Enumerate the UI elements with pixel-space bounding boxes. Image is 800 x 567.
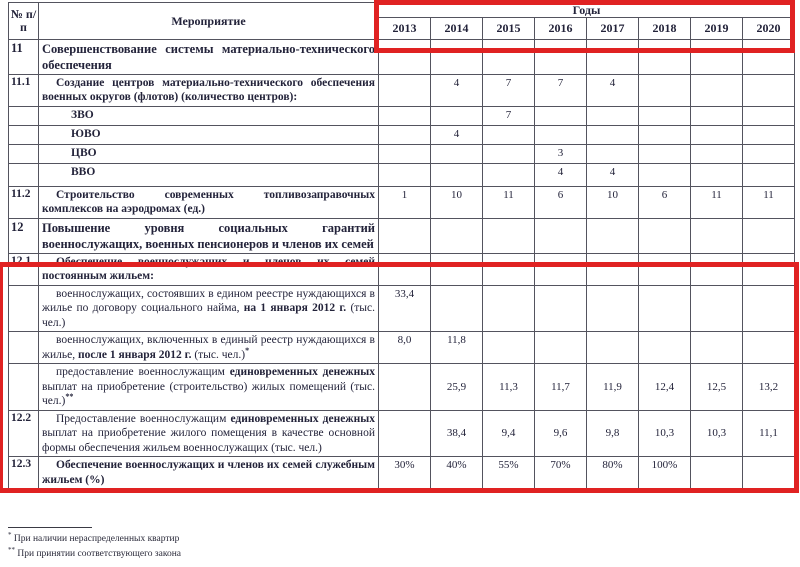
year-column-header: 2016	[535, 18, 587, 40]
measure-cell: ЗВО	[39, 106, 379, 125]
value-cell	[431, 253, 483, 285]
value-cell	[379, 40, 431, 75]
value-cell	[431, 106, 483, 125]
measure-cell: военнослужащих, включенных в единый реестр нуждающихся в жилье, после 1 января 2012 г. (тыс. чел.)*	[39, 332, 379, 364]
value-cell: 11	[743, 186, 795, 218]
value-cell	[431, 144, 483, 163]
value-cell	[379, 163, 431, 186]
table-row	[9, 40, 795, 75]
year-column-header: 2019	[691, 18, 743, 40]
value-cell	[639, 332, 691, 364]
measure-cell: предоставление военнослужащим единовременных денежных выплат на приобретение (строительство) жилых помещений (тыс. чел.)**	[39, 364, 379, 410]
value-cell	[535, 40, 587, 75]
value-cell	[743, 457, 795, 489]
row-number-cell: 11.2	[9, 186, 39, 218]
value-cell: 9,4	[483, 410, 535, 456]
value-cell	[691, 253, 743, 285]
value-cell: 13,2	[743, 364, 795, 410]
measure-cell: Строительство современных топливозаправочных комплексов на аэродромах (ед.)	[39, 186, 379, 218]
value-cell	[587, 106, 639, 125]
row-number-cell	[9, 163, 39, 186]
value-cell	[743, 163, 795, 186]
value-cell	[587, 332, 639, 364]
value-cell	[379, 218, 431, 253]
value-cell	[639, 144, 691, 163]
footnotes	[8, 527, 181, 560]
row-number-cell: 11	[9, 40, 39, 75]
table-row	[9, 75, 795, 107]
value-cell	[483, 285, 535, 331]
value-cell	[535, 253, 587, 285]
measure-column-header: Мероприятие	[39, 3, 379, 40]
table-row	[9, 253, 795, 285]
value-cell: 1	[379, 186, 431, 218]
value-cell	[587, 125, 639, 144]
value-cell: 25,9	[431, 364, 483, 410]
years-group-header: Годы	[379, 3, 795, 18]
value-cell	[691, 163, 743, 186]
value-cell	[743, 75, 795, 107]
value-cell	[691, 332, 743, 364]
measure-cell: Обеспечение военнослужащих и членов их семей служебным жильем (%)	[39, 457, 379, 489]
value-cell	[639, 163, 691, 186]
value-cell	[691, 144, 743, 163]
value-cell	[743, 285, 795, 331]
value-cell	[743, 253, 795, 285]
value-cell: 12,5	[691, 364, 743, 410]
value-cell	[639, 75, 691, 107]
year-column-header: 2015	[483, 18, 535, 40]
value-cell: 70%	[535, 457, 587, 489]
value-cell	[639, 40, 691, 75]
value-cell: 4	[587, 75, 639, 107]
value-cell: 80%	[587, 457, 639, 489]
value-cell: 7	[483, 75, 535, 107]
value-cell	[379, 106, 431, 125]
value-cell: 4	[587, 163, 639, 186]
value-cell: 10,3	[691, 410, 743, 456]
value-cell	[379, 364, 431, 410]
value-cell	[535, 332, 587, 364]
value-cell	[535, 218, 587, 253]
value-cell	[639, 125, 691, 144]
table-row	[9, 144, 795, 163]
row-number-cell	[9, 144, 39, 163]
row-number-cell: 11.1	[9, 75, 39, 107]
value-cell	[743, 218, 795, 253]
value-cell: 12,4	[639, 364, 691, 410]
measure-cell: Совершенствование системы материально-технического обеспечения	[39, 40, 379, 75]
year-column-header: 2013	[379, 18, 431, 40]
value-cell: 11,3	[483, 364, 535, 410]
value-cell: 10	[587, 186, 639, 218]
value-cell	[639, 253, 691, 285]
value-cell	[431, 218, 483, 253]
value-cell: 11,1	[743, 410, 795, 456]
value-cell: 9,8	[587, 410, 639, 456]
value-cell	[379, 75, 431, 107]
value-cell	[691, 40, 743, 75]
value-cell: 6	[639, 186, 691, 218]
table-row	[9, 457, 795, 489]
measure-cell: ЮВО	[39, 125, 379, 144]
value-cell: 8,0	[379, 332, 431, 364]
value-cell	[743, 144, 795, 163]
value-cell: 10,3	[639, 410, 691, 456]
table-row	[9, 332, 795, 364]
row-number-cell: 12	[9, 218, 39, 253]
footnote-line: ** При принятии соответствующего закона	[8, 545, 182, 559]
footnote-list	[8, 531, 181, 560]
table-row	[9, 410, 795, 456]
value-cell: 11,9	[587, 364, 639, 410]
measure-cell: Обеспечение военнослужащих и членов их семей постоянным жильем:	[39, 253, 379, 285]
table-row	[9, 285, 795, 331]
value-cell	[691, 125, 743, 144]
value-cell	[379, 410, 431, 456]
value-cell	[691, 218, 743, 253]
value-cell: 55%	[483, 457, 535, 489]
value-cell	[379, 125, 431, 144]
measure-cell: ВВО	[39, 163, 379, 186]
table-row	[9, 186, 795, 218]
value-cell: 4	[431, 125, 483, 144]
value-cell	[535, 285, 587, 331]
value-cell	[587, 285, 639, 331]
value-cell: 11	[691, 186, 743, 218]
value-cell: 100%	[639, 457, 691, 489]
value-cell	[483, 144, 535, 163]
value-cell	[691, 75, 743, 107]
value-cell: 7	[483, 106, 535, 125]
value-cell	[431, 285, 483, 331]
measure-cell: Предоставление военнослужащим единовременных денежных выплат на приобретение жилого помещения в качестве основной формы обеспечения жильем военнослужащих (тыс. чел.)	[39, 410, 379, 456]
value-cell: 10	[431, 186, 483, 218]
value-cell	[483, 125, 535, 144]
table-row	[9, 364, 795, 410]
value-cell	[483, 163, 535, 186]
value-cell: 4	[431, 75, 483, 107]
row-number-cell	[9, 285, 39, 331]
value-cell: 33,4	[379, 285, 431, 331]
num-column-header: № п/п	[9, 3, 39, 40]
year-column-header: 2017	[587, 18, 639, 40]
value-cell: 11,7	[535, 364, 587, 410]
value-cell	[379, 253, 431, 285]
table-body	[9, 40, 795, 489]
table-row	[9, 125, 795, 144]
value-cell	[535, 125, 587, 144]
value-cell: 11,8	[431, 332, 483, 364]
value-cell	[483, 332, 535, 364]
value-cell	[743, 106, 795, 125]
row-number-cell	[9, 364, 39, 410]
table-row	[9, 106, 795, 125]
year-column-header: 2020	[743, 18, 795, 40]
value-cell: 40%	[431, 457, 483, 489]
value-cell	[639, 218, 691, 253]
table-row	[9, 218, 795, 253]
value-cell	[431, 40, 483, 75]
value-cell	[639, 285, 691, 331]
row-number-cell	[9, 332, 39, 364]
value-cell: 3	[535, 144, 587, 163]
year-column-header: 2018	[639, 18, 691, 40]
value-cell	[587, 253, 639, 285]
measure-cell: Повышение уровня социальных гарантий военнослужащих, военных пенсионеров и членов их семей	[39, 218, 379, 253]
row-number-cell: 12.3	[9, 457, 39, 489]
value-cell	[587, 40, 639, 75]
measure-cell: Создание центров материально-технического обеспечения военных округов (флотов) (количество центров):	[39, 75, 379, 107]
value-cell	[639, 106, 691, 125]
value-cell	[483, 218, 535, 253]
header-row-top	[9, 3, 795, 18]
value-cell	[743, 332, 795, 364]
value-cell	[691, 106, 743, 125]
value-cell: 38,4	[431, 410, 483, 456]
row-number-cell	[9, 125, 39, 144]
row-number-cell: 12.2	[9, 410, 39, 456]
value-cell	[379, 144, 431, 163]
value-cell: 30%	[379, 457, 431, 489]
value-cell	[743, 40, 795, 75]
value-cell: 9,6	[535, 410, 587, 456]
value-cell	[483, 40, 535, 75]
value-cell: 4	[535, 163, 587, 186]
row-number-cell: 12.1	[9, 253, 39, 285]
measure-cell: ЦВО	[39, 144, 379, 163]
value-cell	[691, 285, 743, 331]
measure-cell: военнослужащих, состоявших в едином реестре нуждающихся в жилье по договору социального найма, на 1 января 2012 г. (тыс. чел.)	[39, 285, 379, 331]
value-cell	[587, 144, 639, 163]
value-cell	[431, 163, 483, 186]
value-cell	[743, 125, 795, 144]
value-cell: 11	[483, 186, 535, 218]
value-cell	[535, 106, 587, 125]
value-cell: 6	[535, 186, 587, 218]
footnote-line: * При наличии нераспределенных квартир	[8, 531, 180, 545]
value-cell	[587, 218, 639, 253]
value-cell	[483, 253, 535, 285]
value-cell	[691, 457, 743, 489]
value-cell: 7	[535, 75, 587, 107]
table-row	[9, 163, 795, 186]
row-number-cell	[9, 106, 39, 125]
measures-table	[8, 2, 795, 489]
footnote-separator	[8, 527, 92, 528]
year-column-header: 2014	[431, 18, 483, 40]
